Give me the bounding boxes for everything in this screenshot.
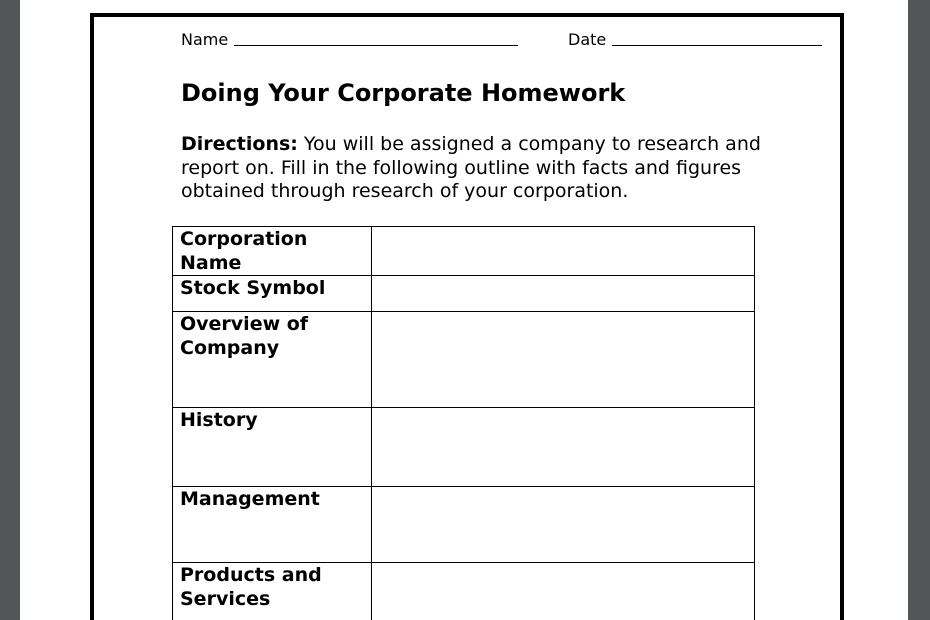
table-row [173,276,755,312]
table-row [173,312,755,408]
row-label-stock-symbol: Stock Symbol [173,276,372,312]
date-blank-line[interactable] [612,44,822,46]
directions-paragraph [181,133,761,204]
name-label: Name [181,30,229,49]
row-label-overview: Overview of Company [173,312,372,408]
table-row [173,227,755,276]
row-value-products-services[interactable] [372,563,755,620]
document-page [20,0,908,620]
table-row [173,408,755,487]
date-field[interactable] [568,30,822,49]
row-value-management[interactable] [372,487,755,563]
row-value-overview[interactable] [372,312,755,408]
row-label-management: Management [173,487,372,563]
row-label-history: History [173,408,372,487]
row-value-stock-symbol[interactable] [372,276,755,312]
table-row [173,563,755,620]
row-value-corporation-name[interactable] [372,227,755,276]
name-field[interactable] [181,30,518,49]
table-row [173,487,755,563]
name-blank-line[interactable] [234,44,518,46]
page-title: Doing Your Corporate Homework [181,79,626,107]
outline-table [172,226,755,620]
directions-text: You will be assigned a company to research and report on. Fill in the following outline with facts and figures obtained through research of your corporation. [181,133,761,202]
row-label-corporation-name: Corporation Name [173,227,372,276]
row-value-history[interactable] [372,408,755,487]
date-label: Date [568,30,607,49]
row-label-products-services: Products and Services [173,563,372,620]
directions-label: Directions: [181,133,298,155]
